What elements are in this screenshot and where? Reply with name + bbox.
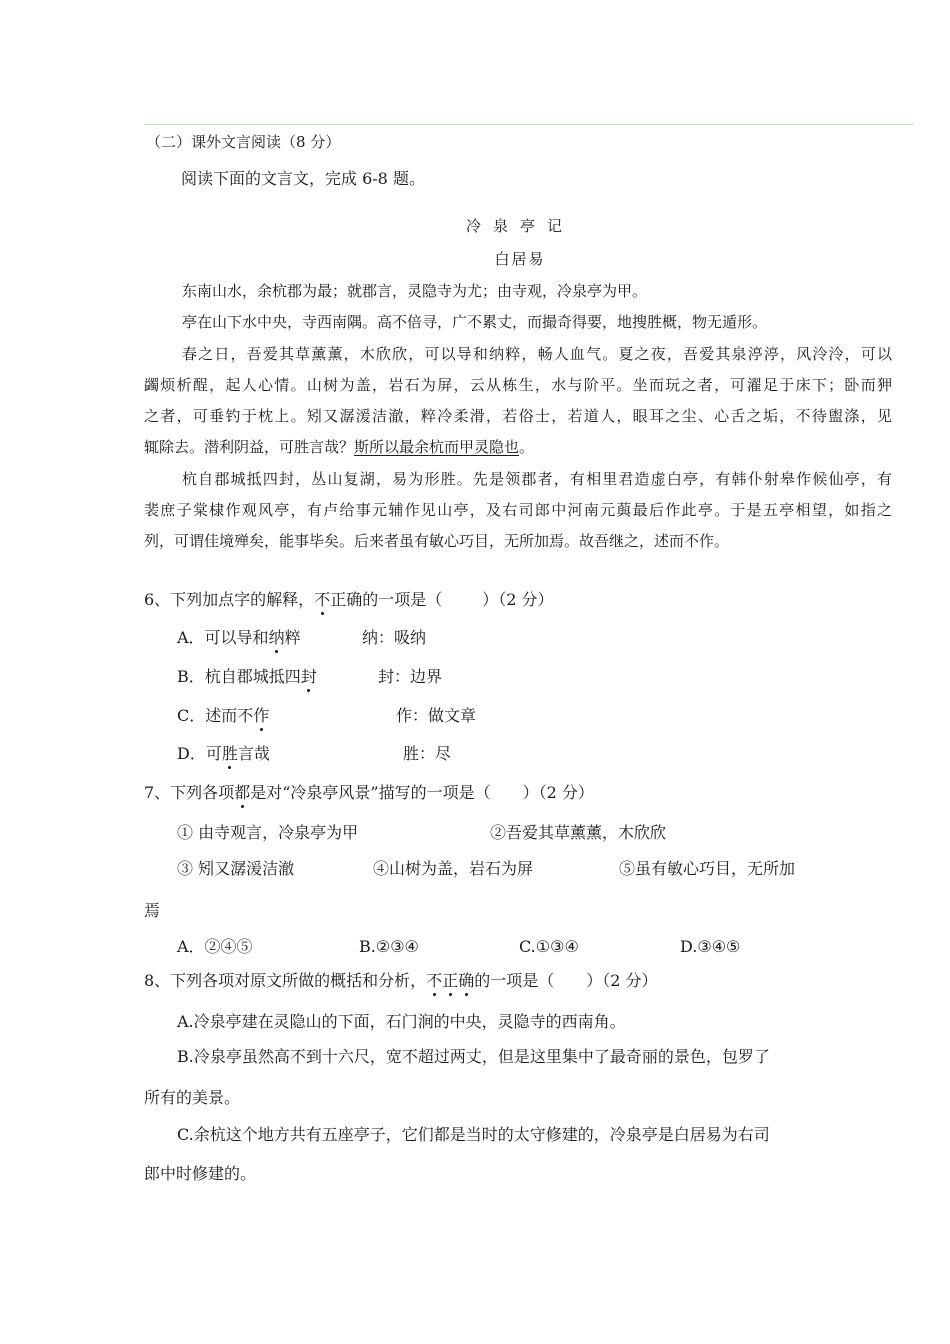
dotted-char: 都 (234, 783, 251, 802)
question-6-stem: 6、下列加点字的解释，不正确的一项是（ ）（2 分） (144, 590, 554, 609)
dotted-char: 封 (300, 667, 317, 686)
passage-line: 列，可谓佳境殚矣，能事毕矣。后来者虽有敏心巧目，无所加焉。故吾继之，述而不作。 (144, 532, 730, 550)
question-8-stem: 8、下列各项对原文所做的概括和分析，不正确的一项是（ ）（2 分） (144, 971, 658, 990)
dotted-char: 正 (442, 971, 459, 990)
q6-option-b-gloss: 封：边界 (378, 667, 443, 686)
q7-answer-d: D.③④⑤ (680, 937, 741, 956)
q7-item-2: ②吾爱其草薰薰，木欣欣 (490, 823, 667, 842)
dotted-char: 纳 (268, 628, 285, 647)
passage-line: 裴庶子棠棣作观风亭，有卢给事元辅作见山亭，及右司郎中河南元藇最后作此亭。于是五亭相望，如指之 (144, 501, 892, 519)
underlined-sentence: 斯所以最余杭而甲灵隐也 (354, 438, 520, 456)
dotted-char: 胜 (221, 744, 238, 763)
question-7-stem: 7、下列各项都是对“冷泉亭风景”描写的一项是（ ）（2 分） (144, 783, 594, 802)
dotted-char: 不 (314, 590, 331, 609)
q7-item-5-wrap: 焉 (144, 901, 161, 920)
section-heading: （二）课外文言阅读（8 分） (146, 133, 341, 151)
q7-item-5: ⑤虽有敏心巧目，无所加 (619, 859, 796, 878)
dotted-char: 不 (426, 971, 443, 990)
q8-option-c: C.余杭这个地方共有五座亭子，它们都是当时的太守修建的，冷泉亭是白居易为右司 (177, 1125, 770, 1144)
q7-answer-a: A．②④⑤ (177, 937, 253, 956)
passage-line: 杭自郡城抵四封，丛山复湖，易为形胜。先是领郡者，有相里君造虚白亭，有韩仆射皋作候仙亭，有 (182, 470, 892, 488)
q6-option-a-gloss: 纳：吸纳 (362, 628, 427, 647)
passage-title: 冷泉亭记 (465, 217, 574, 235)
q6-option-c: C．述而不作 (177, 706, 270, 725)
q6-option-d: D．可胜言哉 (177, 744, 270, 763)
q7-answer-b: B.②③④ (359, 937, 419, 956)
dotted-char: 作 (253, 706, 270, 725)
q8-option-b-wrap: 所有的美景。 (144, 1088, 241, 1107)
q7-item-4: ④山树为盖，岩石为屏 (373, 859, 534, 878)
passage-text: 辄除去。潜利阴益，可胜言哉？ (144, 438, 355, 456)
header-rule (144, 124, 914, 125)
passage-line: 东南山水，余杭郡为最；就郡言，灵隐寺为尤；由寺观，冷泉亭为甲。 (182, 282, 648, 300)
q7-item-3: ③ 矧又潺湲洁澈 (177, 859, 295, 878)
q7-answer-c: C.①③④ (519, 937, 579, 956)
passage-line: 亭在山下水中央，寺西南隅。高不倍寻，广不累丈，而撮奇得要，地搜胜概，物无遁形。 (182, 313, 768, 331)
q6-option-c-gloss: 作：做文章 (396, 706, 477, 725)
q6-option-d-gloss: 胜：尽 (403, 744, 452, 763)
passage-line (144, 440, 892, 455)
passage-line: 蠲烦析酲，起人心情。山树为盖，岩石为屏，云从栋生，水与阶平。坐而玩之者，可濯足于床下；卧而狎 (144, 376, 892, 394)
dotted-char: 确 (458, 971, 475, 990)
period: 。 (519, 438, 535, 456)
q6-option-a: A．可以导和纳粹 (177, 628, 301, 647)
q7-item-1: ① 由寺观言，冷泉亭为甲 (177, 823, 359, 842)
q8-option-a: A.冷泉亭建在灵隐山的下面，石门涧的中央，灵隐寺的西南角。 (177, 1012, 626, 1031)
passage-line: 春之日，吾爱其草薰薰，木欣欣，可以导和纳粹，畅人血气。夏之夜，吾爱其泉渟渟，风泠泠，可以 (182, 345, 892, 363)
passage-line: 之者，可垂钓于枕上。矧又潺湲洁澈，粹冷柔滑，若俗士，若道人，眼耳之尘、心舌之垢，不待盥涤，见 (144, 407, 892, 425)
reading-instruction: 阅读下面的文言文，完成 6-8 题。 (181, 169, 425, 188)
q8-option-c-wrap: 郎中时修建的。 (144, 1164, 257, 1183)
q8-option-b: B.冷泉亭虽然高不到十六尺，宽不超过两丈，但是这里集中了最奇丽的景色，包罗了 (177, 1047, 770, 1066)
q6-option-b: B．杭自郡城抵四封 (177, 667, 317, 686)
passage-author: 白居易 (494, 250, 546, 268)
